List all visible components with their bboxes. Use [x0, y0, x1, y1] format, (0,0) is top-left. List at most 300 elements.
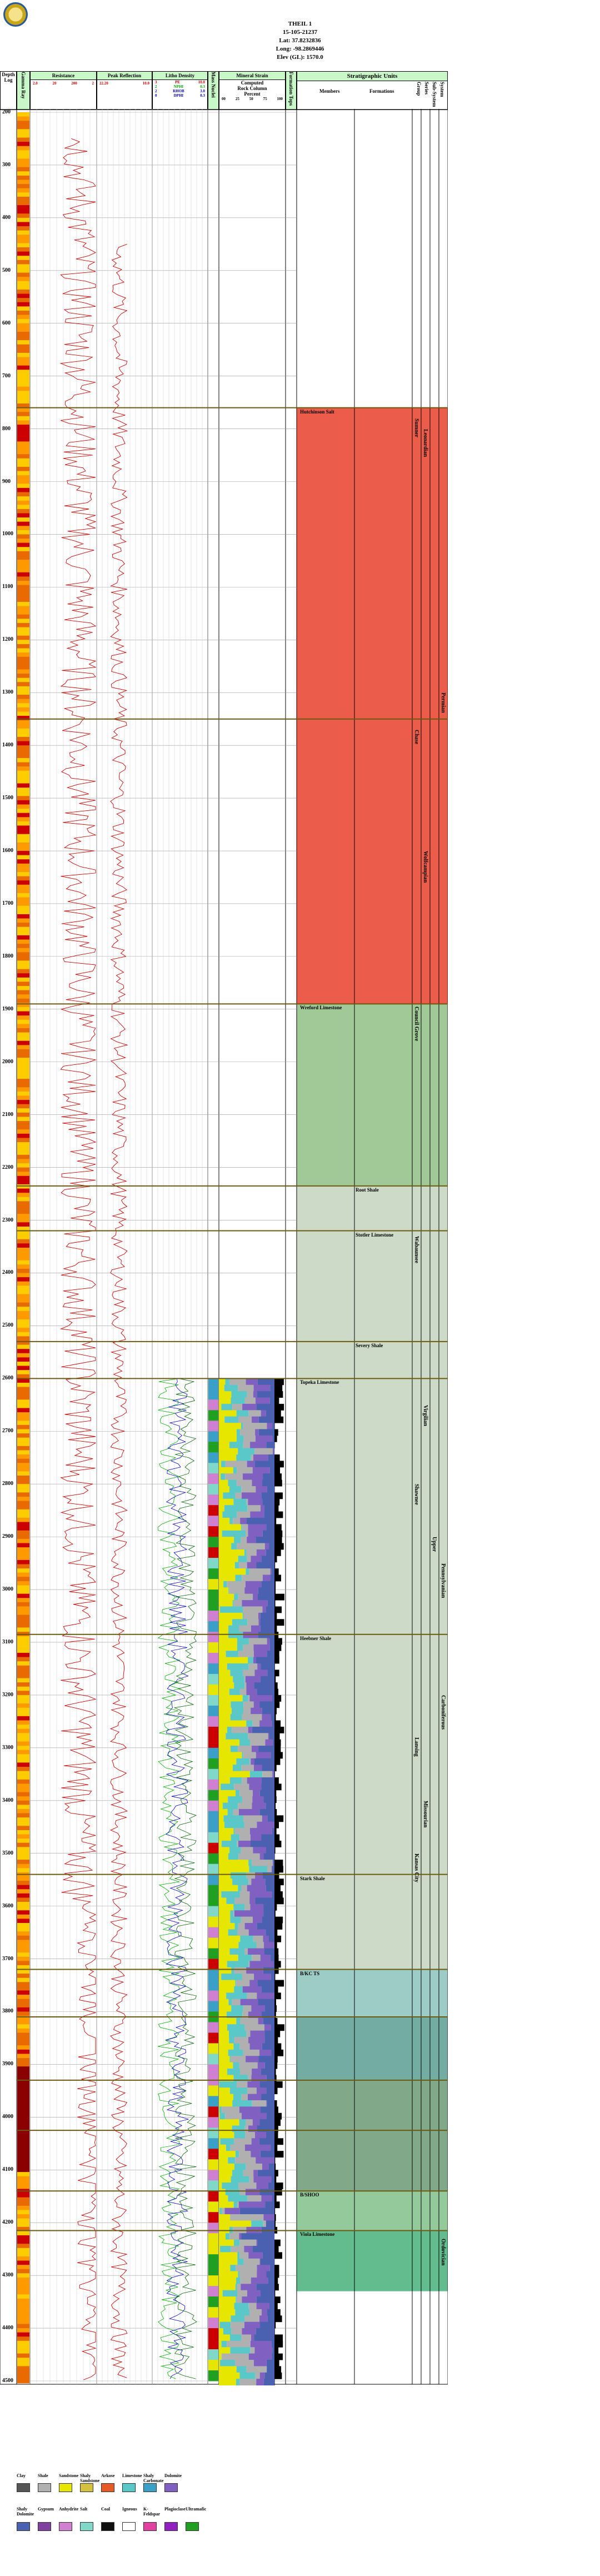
mineral-band	[233, 1809, 239, 1816]
mineral-band	[240, 2208, 274, 2215]
mineral-band	[219, 2126, 232, 2132]
mineral-band	[219, 2056, 230, 2062]
gamma-band	[17, 1796, 29, 1801]
mineral-band	[246, 1682, 254, 1689]
mineral-band	[244, 1436, 256, 1442]
gamma-band	[17, 2011, 29, 2016]
gamma-band	[17, 711, 29, 716]
mineral-sub2: Rock Column	[237, 86, 267, 91]
mineral-band	[274, 1645, 281, 1651]
gamma-band	[17, 484, 29, 488]
mineral-band	[247, 1872, 255, 1879]
mass-band	[208, 2001, 218, 2012]
gamma-band	[17, 1235, 29, 1239]
mineral-band	[219, 1752, 242, 1758]
gamma-band	[17, 1433, 29, 1438]
gamma-band	[17, 703, 29, 707]
gamma-band	[17, 594, 29, 598]
mineral-band	[271, 1568, 272, 1575]
mineral-band	[274, 1879, 284, 1885]
depth-label: 2400	[2, 1269, 13, 1276]
mineral-band	[219, 1917, 230, 1924]
mineral-band	[260, 1853, 264, 1860]
mass-band	[208, 1906, 218, 1917]
mineral-band	[274, 1670, 279, 1676]
mineral-band	[266, 2220, 274, 2227]
mineral-band	[236, 2284, 237, 2290]
mineral-band	[262, 1777, 274, 1784]
mineral-band	[260, 2373, 265, 2379]
mineral-band	[235, 1897, 249, 1904]
mineral-band	[264, 1949, 274, 1955]
mineral-band	[274, 1385, 282, 1392]
mineral-band	[274, 2354, 283, 2360]
mineral-band	[243, 2005, 252, 2012]
mineral-band	[252, 1480, 262, 1487]
mineral-band	[274, 1923, 282, 1930]
gamma-band	[17, 1349, 29, 1353]
gamma-band	[17, 534, 29, 539]
mineral-band	[274, 1891, 283, 1898]
gamma-band	[17, 1817, 29, 1822]
mineral-band	[267, 2366, 274, 2373]
mineral-band	[261, 1505, 264, 1512]
mineral-band	[266, 1524, 274, 1531]
formation-title: Formation Tops	[288, 72, 294, 106]
mineral-band	[274, 2113, 282, 2120]
mass-band	[208, 1801, 218, 1811]
density-scale-value: 3	[155, 80, 157, 84]
gamma-band	[17, 821, 29, 826]
mineral-band	[237, 2290, 247, 2297]
gamma-band	[17, 176, 29, 180]
mineral-band	[232, 1727, 248, 1733]
gamma-band	[17, 1303, 29, 1307]
mineral-band	[219, 2303, 234, 2310]
mineral-band	[227, 2024, 245, 2031]
gamma-band	[17, 2185, 29, 2189]
mineral-band	[274, 2151, 283, 2158]
gamma-band	[17, 2345, 29, 2349]
mineral-band	[229, 2233, 239, 2240]
mineral-band	[231, 1835, 239, 1841]
mineral-band	[230, 1777, 242, 1784]
gamma-band	[17, 252, 29, 256]
gamma-band	[17, 1015, 29, 1020]
mineral-band	[250, 1828, 272, 1835]
mineral-band	[241, 1486, 256, 1493]
mineral-band	[242, 1714, 262, 1721]
mass-band	[208, 2265, 218, 2275]
mineral-band	[219, 1581, 223, 1588]
gamma-band	[17, 1205, 29, 1210]
mineral-band	[274, 1473, 282, 1480]
mineral-band	[245, 2132, 254, 2139]
mineral-band	[232, 1879, 248, 1885]
mineral-band	[258, 1613, 261, 1620]
mineral-band	[252, 1803, 266, 1810]
mineral-band	[253, 1645, 269, 1651]
gamma-band	[17, 1708, 29, 1712]
mineral-band	[274, 1398, 279, 1404]
mineral-band	[219, 1467, 233, 1474]
mineral-band	[219, 2334, 230, 2341]
mass-band	[208, 1959, 218, 1970]
mineral-band	[228, 1632, 243, 1638]
mass-band	[208, 1875, 218, 1885]
mineral-band	[222, 2106, 239, 2113]
gamma-band	[17, 1552, 29, 1556]
mineral-band	[261, 1663, 274, 1670]
mineral-band	[240, 2018, 258, 2025]
mineral-band	[241, 2284, 256, 2290]
gamma-band	[17, 1138, 29, 1142]
legend-swatch	[122, 2483, 136, 2492]
density-scale-row	[153, 93, 207, 98]
mineral-band	[241, 1537, 247, 1543]
gamma-band	[17, 1720, 29, 1725]
mineral-band	[262, 1708, 274, 1715]
mineral-band	[238, 1885, 241, 1892]
mineral-band	[269, 2164, 274, 2170]
mineral-band	[257, 1822, 274, 1828]
mineral-band	[274, 2005, 277, 2012]
mineral-tick: 50	[249, 97, 253, 101]
mineral-band	[219, 1531, 222, 1537]
mineral-band	[274, 2081, 283, 2088]
legend-swatch	[122, 2522, 136, 2531]
mineral-band	[258, 1594, 274, 1601]
mineral-band	[268, 1600, 274, 1607]
mineral-band	[251, 1835, 262, 1841]
gamma-band	[17, 163, 29, 167]
legend-label: Anhydrite	[59, 2507, 79, 2512]
gamma-band	[17, 674, 29, 678]
gamma-band	[17, 247, 29, 252]
gamma-band	[17, 720, 29, 725]
gamma-band	[17, 2024, 29, 2029]
gamma-band	[17, 935, 29, 940]
mineral-band	[219, 2284, 236, 2290]
mineral-band	[274, 2056, 278, 2062]
gamma-band	[17, 2121, 29, 2126]
formation-top-label: Severy Shale	[356, 1342, 383, 1348]
mineral-band	[262, 1606, 266, 1613]
mineral-band	[274, 1423, 275, 1429]
mineral-band	[231, 1391, 247, 1398]
gamma-band	[17, 1805, 29, 1809]
mineral-band	[274, 1429, 278, 1436]
mineral-band	[219, 2094, 233, 2101]
resistance-title: Resistance	[31, 72, 96, 80]
gamma-band	[17, 1509, 29, 1514]
mineral-band	[233, 1904, 244, 1911]
mineral-band	[274, 1556, 277, 1562]
mineral-band	[219, 1606, 220, 1613]
mineral-band	[261, 1955, 271, 1961]
mineral-band	[244, 1398, 256, 1404]
mineral-band	[274, 1594, 284, 1601]
mineral-band	[236, 2278, 240, 2284]
mineral-band	[256, 1537, 274, 1543]
mineral-band	[249, 1897, 255, 1904]
mineral-tick: 75	[263, 97, 267, 101]
mineral-band	[231, 2322, 244, 2329]
mass-band	[208, 2159, 218, 2170]
mineral-band	[219, 1860, 248, 1866]
gamma-band	[17, 2303, 29, 2308]
mineral-band	[251, 2341, 272, 2348]
mineral-band	[243, 1632, 258, 1638]
mineral-band	[255, 2132, 266, 2139]
gamma-band	[17, 121, 29, 125]
mineral-band	[254, 1651, 267, 1657]
mineral-band	[254, 1682, 274, 1689]
gamma-band	[17, 1695, 29, 1700]
legend-label: Sandstone	[59, 2473, 79, 2478]
mineral-band	[219, 1955, 238, 1961]
mineral-band	[238, 2271, 239, 2278]
gamma-band	[17, 1627, 29, 1632]
mineral-band	[242, 2113, 267, 2120]
mineral-band	[274, 2373, 282, 2379]
mineral-band	[274, 1803, 276, 1810]
gamma-band	[17, 399, 29, 403]
depth-label: 3800	[2, 2008, 13, 2015]
gamma-band	[17, 1396, 29, 1400]
mineral-band	[258, 2240, 274, 2246]
gamma-band	[17, 2126, 29, 2130]
mineral-band	[266, 1885, 274, 1892]
mineral-band	[274, 1417, 283, 1423]
mineral-band	[219, 1803, 223, 1810]
strat-unit-label: Leonardian	[422, 428, 428, 457]
mineral-band	[274, 2157, 275, 2164]
depth-header	[0, 71, 17, 110]
gamma-band	[17, 1488, 29, 1493]
mass-band	[208, 1769, 218, 1780]
depth-label: 3200	[2, 1691, 13, 1698]
gamma-band	[17, 763, 29, 767]
gamma-band	[17, 1387, 29, 1392]
mineral-band	[248, 2126, 257, 2132]
mineral-band	[248, 1860, 252, 1866]
mineral-band	[274, 1980, 284, 1987]
formation-top-label: Viola Limestone	[300, 2231, 335, 2238]
gamma-band	[17, 648, 29, 652]
mineral-band	[231, 2005, 243, 2012]
mineral-band	[234, 2132, 245, 2139]
mineral-band	[248, 1657, 253, 1664]
mineral-band	[274, 1638, 282, 1645]
mineral-band	[239, 2373, 255, 2379]
mineral-band	[219, 1727, 227, 1733]
mineral-band	[241, 1917, 253, 1924]
gamma-band	[17, 437, 29, 442]
mass-band	[208, 1917, 218, 1927]
mineral-band	[274, 1378, 284, 1385]
depth-label: 700	[2, 372, 11, 379]
gamma-band	[17, 2273, 29, 2278]
mineral-band	[243, 2050, 259, 2056]
mineral-band	[259, 2081, 274, 2088]
gamma-band	[17, 2223, 29, 2227]
mineral-band	[271, 1955, 274, 1961]
mineral-band	[236, 2265, 257, 2271]
gamma-band	[17, 306, 29, 311]
mineral-band	[219, 2024, 227, 2031]
gamma-band	[17, 1703, 29, 1708]
mineral-band	[245, 1949, 248, 1955]
mineral-band	[245, 2145, 271, 2151]
mineral-band	[263, 2252, 274, 2259]
gamma-band	[17, 1864, 29, 1869]
mineral-band	[262, 1986, 274, 1993]
mineral-band	[250, 2347, 254, 2354]
mineral-band	[274, 2018, 277, 2025]
mineral-band	[252, 2069, 261, 2075]
mass-band	[208, 1568, 218, 1579]
mineral-band	[249, 1568, 270, 1575]
mineral-band	[245, 2126, 248, 2132]
mineral-band	[256, 1657, 274, 1664]
mineral-band	[219, 1967, 231, 1974]
depth-title: Depth	[2, 72, 15, 77]
mineral-band	[274, 1619, 284, 1626]
gamma-band	[17, 1159, 29, 1163]
mineral-band	[219, 1853, 228, 1860]
mineral-band	[265, 2037, 274, 2044]
gamma-band	[17, 357, 29, 361]
mineral-band	[236, 1454, 251, 1461]
mass-band	[208, 1547, 218, 1558]
mineral-band	[274, 2087, 277, 2094]
mineral-band	[262, 1917, 274, 1924]
legend-swatch	[101, 2483, 114, 2492]
gamma-band	[17, 1661, 29, 1666]
mineral-band	[249, 2176, 254, 2183]
legend-label: Gypsum	[38, 2507, 54, 2512]
mineral-band	[228, 2195, 247, 2202]
mineral-band	[241, 2334, 251, 2341]
gamma-band	[17, 446, 29, 450]
mineral-band	[219, 1587, 228, 1594]
gamma-band	[17, 513, 29, 517]
mineral-band	[267, 2113, 274, 2120]
gamma-band	[17, 201, 29, 205]
mineral-band	[234, 1537, 241, 1543]
gamma-band	[17, 167, 29, 172]
gamma-band	[17, 1075, 29, 1079]
mineral-band	[267, 1815, 274, 1822]
gamma-band	[17, 969, 29, 974]
mineral-band	[222, 2341, 227, 2348]
gamma-band	[17, 1931, 29, 1936]
peak-scale-a: 22.20	[99, 81, 108, 86]
mineral-band	[241, 1999, 258, 2006]
mineral-band	[261, 1556, 274, 1562]
mineral-band	[274, 2201, 280, 2208]
mineral-band	[246, 1568, 249, 1575]
mineral-band	[262, 2043, 274, 2050]
mineral-band	[246, 1720, 253, 1727]
gamma-band	[17, 180, 29, 185]
mass-band	[208, 2233, 218, 2244]
gamma-band	[17, 467, 29, 471]
gamma-band	[17, 302, 29, 307]
gamma-band	[17, 1210, 29, 1214]
mineral-band	[254, 1448, 273, 1455]
mass-header	[208, 71, 219, 110]
mineral-band	[239, 1809, 259, 1816]
mineral-band	[219, 1518, 229, 1524]
mass-band	[208, 1927, 218, 1938]
kgs-logo	[3, 2, 28, 27]
mineral-band	[219, 1594, 234, 1601]
mineral-band	[274, 1499, 279, 1506]
mineral-band	[274, 2062, 277, 2069]
mineral-band	[274, 2195, 277, 2202]
mineral-band	[274, 1689, 278, 1696]
mass-band	[208, 1484, 218, 1494]
mineral-band	[242, 2296, 256, 2303]
gamma-band	[17, 1822, 29, 1826]
mineral-band	[274, 1632, 278, 1638]
mineral-band	[228, 1853, 238, 1860]
gamma-band	[17, 1404, 29, 1408]
gamma-band	[17, 864, 29, 868]
mineral-band	[239, 1626, 251, 1632]
mineral-band	[262, 1765, 274, 1771]
mineral-band	[274, 1657, 279, 1664]
mass-band	[208, 1516, 218, 1526]
gamma-band	[17, 1324, 29, 1328]
gamma-header	[17, 71, 30, 110]
mineral-band	[254, 1974, 271, 1980]
depth-label: 1300	[2, 689, 13, 696]
mineral-band	[227, 2069, 240, 2075]
mineral-band	[219, 1549, 244, 1556]
mineral-band	[274, 2334, 283, 2341]
gamma-band	[17, 1476, 29, 1480]
mineral-band	[219, 1904, 233, 1911]
mineral-band	[230, 2056, 231, 2062]
mineral-band	[219, 1651, 226, 1657]
mineral-band	[266, 1606, 274, 1613]
gamma-band	[17, 682, 29, 686]
mineral-band	[234, 2201, 237, 2208]
mineral-band	[219, 1613, 243, 1620]
mineral-band	[239, 2271, 257, 2278]
mineral-band	[265, 2201, 274, 2208]
mineral-band	[247, 1391, 253, 1398]
mineral-band	[274, 1860, 283, 1866]
mineral-band	[274, 1866, 283, 1872]
gamma-band	[17, 1459, 29, 1463]
gamma-band	[17, 2176, 29, 2181]
mineral-band	[274, 1581, 276, 1588]
gamma-band	[17, 2168, 29, 2172]
mineral-band	[220, 2138, 234, 2145]
gamma-band	[17, 1927, 29, 1932]
mineral-band	[261, 2195, 272, 2202]
gamma-band	[17, 665, 29, 670]
gamma-band	[17, 1201, 29, 1205]
mineral-band	[219, 1828, 233, 1835]
mass-band	[208, 1896, 218, 1906]
mineral-band	[274, 1949, 278, 1955]
depth-label: 3300	[2, 1744, 13, 1751]
